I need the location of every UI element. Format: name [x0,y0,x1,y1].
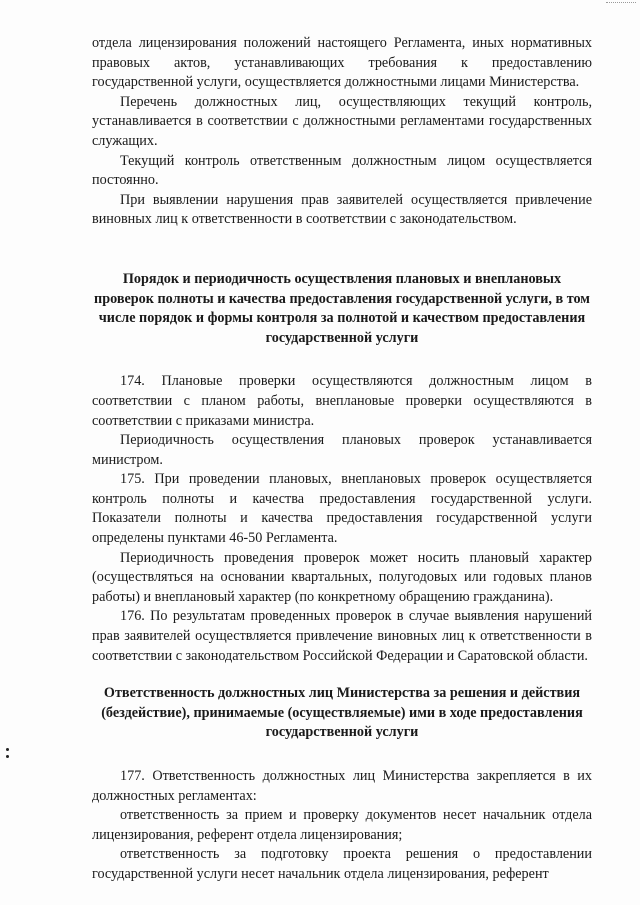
paragraph: Перечень должностных лиц, осуществляющих текущий контроль, устанавливается в соответствии с должностными регламентами государственных служащих. [92,93,592,149]
document-body [92,34,592,885]
scan-artifact [606,2,636,7]
paragraph: 177. Ответственность должностных лиц Министерства закрепляется в их должностных регламентах: [92,768,592,804]
paragraph: При выявлении нарушения прав заявителей осуществляется привлечение виновных лиц к ответственности в соответствии с законодательством. [92,191,592,228]
paragraph: Периодичность осуществления плановых проверок устанавливается министром. [92,432,592,468]
paragraph: Текущий контроль ответственным должностным лицом осуществляется постоянно. [92,152,592,189]
margin-dot [6,748,9,751]
paragraph: 174. Плановые проверки осуществляются должностным лицом в соответствии с планом работы, внеплановые проверки осуществляются в соответствии с приказами министра. [92,373,592,429]
paragraph: 175. При проведении плановых, внеплановых проверок осуществляется контроль полноты и качества предоставления государственной услуги. Показатели полноты и качества предоставления государственной услуги определены пунктами 46-50 Регламента. [92,471,592,547]
section-heading: Ответственность должностных лиц Министерства за решения и действия (бездействие), принимаемые (осуществляемые) ими в ходе предоставления государственной услуги [101,685,583,741]
paragraph: 176. По результатам проведенных проверок в случае выявления нарушений прав заявителей осуществляется привлечение виновных лиц к ответственности в соответствии с законодательством Российской Федерации и Саратовской области. [92,608,592,664]
margin-marks [6,748,10,764]
paragraph: Периодичность проведения проверок может носить плановый характер (осуществляться на основании квартальных, полугодовых или годовых планов работы) и внеплановый характер (по конкретному обращению гражданина). [92,549,592,605]
section-heading: Порядок и периодичность осуществления плановых и внеплановых проверок полноты и качества предоставления государственной услуги, в том числе порядок и формы контроля за полнотой и качеством предоставления государственной услуги [94,270,590,346]
margin-dot [6,755,9,758]
paragraph: ответственность за прием и проверку документов несет начальник отдела лицензирования, референт отдела лицензирования; [92,807,592,843]
paragraph: ответственность за подготовку проекта решения о предоставлении государственной услуги несет начальник отдела лицензирования, референт [92,846,592,882]
paragraph: отдела лицензирования положений настоящего Регламента, иных нормативных правовых актов, устанавливающих требования к предоставлению государственной услуги, осуществляется должностными лицами Министерства. [92,35,592,91]
